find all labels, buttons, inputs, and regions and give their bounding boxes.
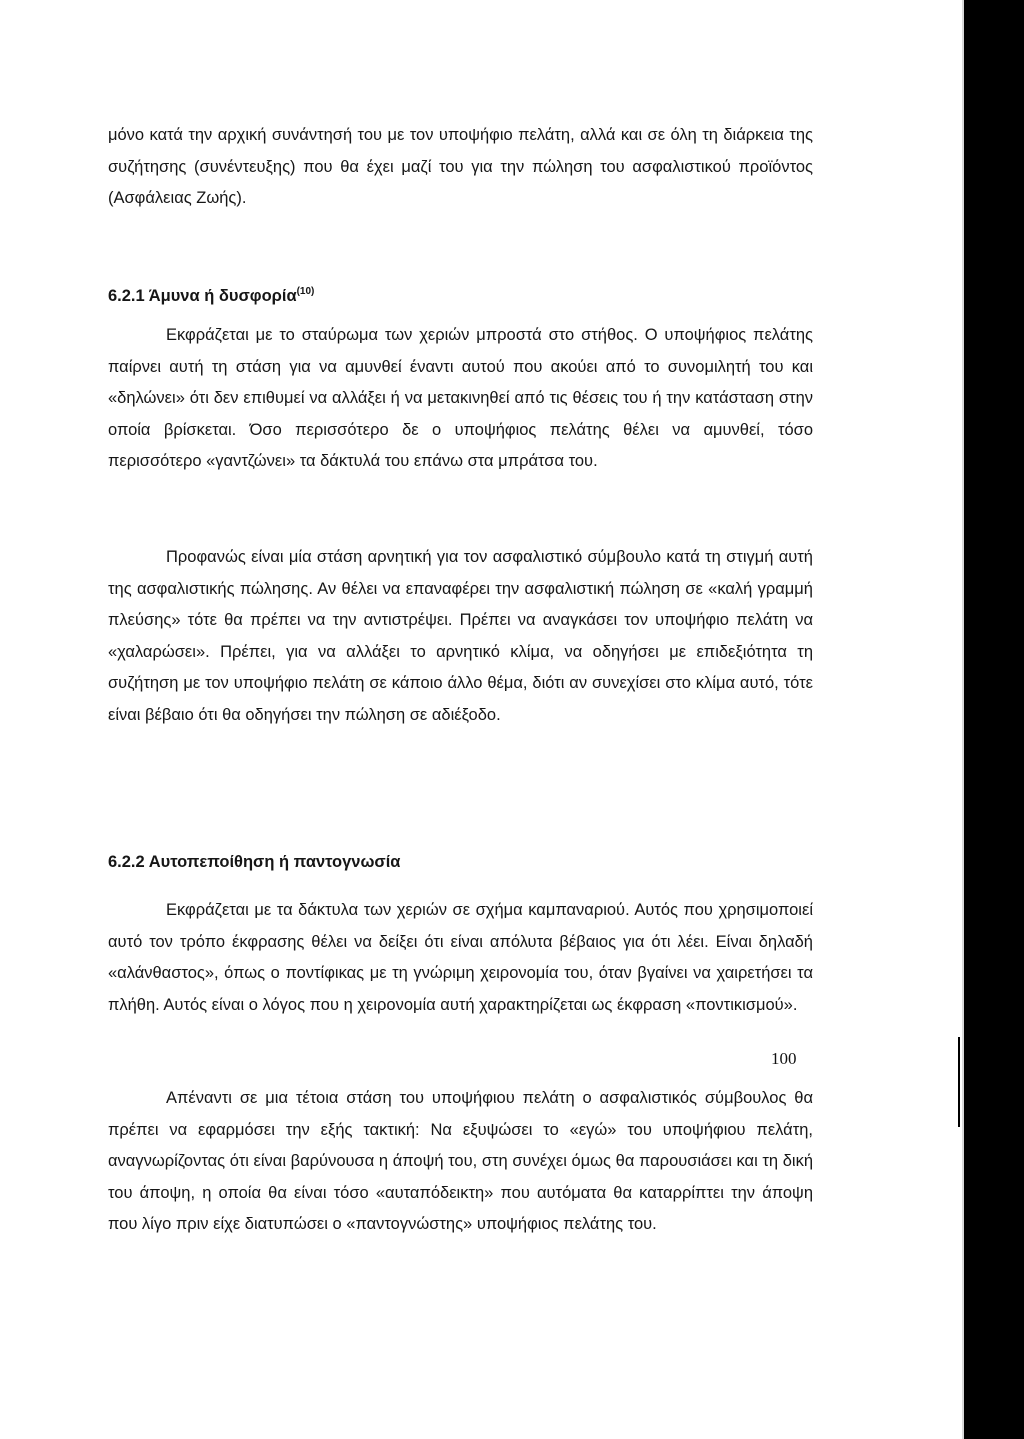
paragraph-continuation: μόνο κατά την αρχική συνάντησή του με τον υποψήφιο πελάτη, αλλά και σε όλη τη διάρκεια της συζήτησης (συνέντευξης) που θα έχει μαζί του για την πώληση του ασφαλιστικού προϊόντος (Ασφάλειας Ζωής). <box>108 126 813 207</box>
paragraph-defensiveness-description: Εκφράζεται με το σταύρωμα των χεριών μπροστά στο στήθος. Ο υποψήφιος πελάτης παίρνει αυτή τη στάση για να αμυνθεί έναντι αυτού που ακούει από το συνομιλητή του και «δηλώνει» ότι δεν επιθυμεί να αλλάξει ή να μετακινηθεί από τις θέσεις του ή την κατάσταση στην οποία βρίσκεται. Όσο περισσότερο δε ο υποψήφιος πελάτης θέλει να αμυνθεί, τόσο περισσότερο «γαντζώνει» τα δάκτυλά του επάνω στα μπράτσα του. <box>108 326 813 470</box>
paragraph-defensiveness-response: Προφανώς είναι μία στάση αρνητική για τον ασφαλιστικό σύμβουλο κατά τη στιγμή αυτή της ασφαλιστικής πώλησης. Αν θέλει να επαναφέρει την ασφαλιστική πώληση σε «καλή γραμμή πλεύσης» τότε θα πρέπει να την αντιστρέψει. Πρέπει να αναγκάσει τον υποψήφιο πελάτη να «χαλαρώσει». Πρέπει, για να αλλάξει το αρνητικό κλίμα, να οδηγήσει με επιδεξιότητα τη συζήτηση με τον υποψήφιο πελάτη σε κάποιο άλλο θέμα, διότι αν συνεχίσει στο κλίμα αυτό, τότε είναι βέβαιο ότι θα οδηγήσει την πώληση σε αδιέξοδο. <box>108 548 813 724</box>
section-heading-6-2-2 <box>108 850 400 874</box>
page-number: 100 <box>771 1049 797 1068</box>
heading-number: 6.2.1 <box>108 287 145 305</box>
footnote-reference: (10) <box>296 286 315 297</box>
paragraph-confidence-description: Εκφράζεται με τα δάκτυλα των χεριών σε σχήμα καμπαναριού. Αυτός που χρησιμοποιεί αυτό τον τρόπο έκφρασης θέλει να δείξει ότι είναι απόλυτα βέβαιος για ότι λέει. Είναι δηλαδή «αλάνθαστος», όπως ο ποντίφικας με τη γνώριμη χειρονομία του, όταν βγαίνει να χαιρετήσει τα πλήθη. Αυτός είναι ο λόγος που η χειρονομία αυτή χαρακτηρίζεται ως έκφραση «ποντικισμού». <box>108 901 813 1014</box>
section-heading-6-2-1 <box>108 280 314 308</box>
heading-title: Αυτοπεποίθηση ή παντογνωσία <box>148 853 401 871</box>
heading-title: Άμυνα ή δυσφορία <box>148 287 297 305</box>
heading-number: 6.2.2 <box>108 853 145 871</box>
margin-rule <box>958 1037 960 1127</box>
paragraph-confidence-response: Απέναντι σε μια τέτοια στάση του υποψήφιου πελάτη ο ασφαλιστικός σύμβουλος θα πρέπει να εφαρμόσει την εξής τακτική: Να εξυψώσει το «εγώ» του υποψήφιου πελάτη, αναγνωρίζοντας ότι είναι βαρύνουσα η άποψή του, στη συνέχει όμως θα παρουσιάσει και τη δική του άποψη, η οποία θα είναι τόσο «αυταπόδεικτη» που αυτόματα θα καταρρίπτει την άποψη που λίγο πριν είχε διατυπώσει ο «παντογνώστης» υποψήφιος πελάτης του. <box>108 1089 813 1233</box>
page-edge <box>962 0 964 1439</box>
